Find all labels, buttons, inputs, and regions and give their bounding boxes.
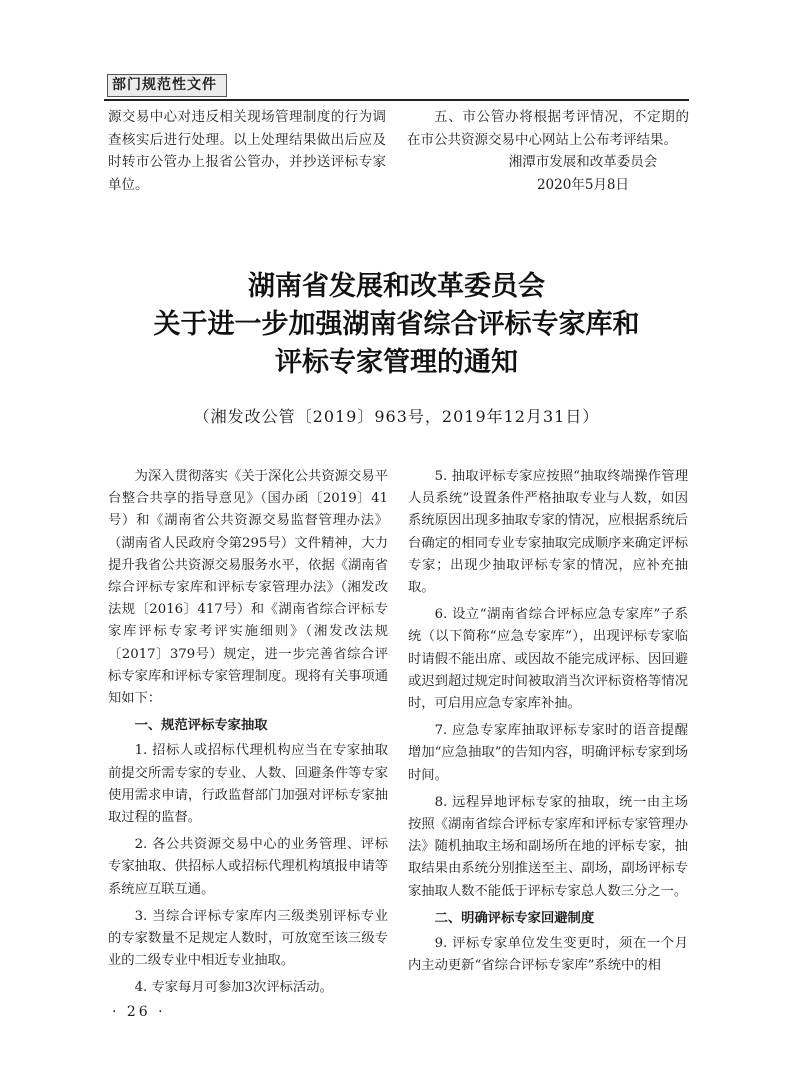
list-item: 1. 招标人或招标代理机构应当在专家抽取前提交所需专家的专业、人数、回避条件等专家使用需求申请，行政监督部门加强对评标专家抽取过程的监督。: [108, 743, 388, 826]
previous-article-item: 五、市公管办将根据考评情况，不定期的在市公共资源交易中心网站上公布考评结果。: [407, 109, 689, 148]
list-item: 7. 应急专家库抽取评标专家时的语音提醒增加“应急抽取”的告知内容，明确评标专家到场时间。: [408, 723, 688, 783]
body-column-right: [408, 466, 688, 982]
list-item: 3. 当综合评标专家库内三级类别评标专业的专家数量不足规定人数时，可放宽至该三级专业的二级专业中相近专业抽取。: [108, 908, 388, 969]
body-column-left: [108, 466, 388, 1005]
issue-date: 2020年5月8日: [536, 176, 630, 193]
list-item: 6. 设立“湖南省综合评标应急专家库”子系统（以下简称“应急专家库”），出现评标专家临时请假不能出席、或因故不能完成评标、因回避或迟到超过规定时间被取消当次评标资格等情况时，可启用应急专家库补抽。: [408, 607, 688, 712]
list-item: 9. 评标专家单位发生变更时，须在一个月内主动更新“省综合评标专家库”系统中的相: [408, 936, 688, 974]
list-item: 8. 远程异地评标专家的抽取，统一由主场按照《湖南省综合评标专家库和评标专家管理办法》随机抽取主场和副场所在地的评标专家，抽取结果由系统分别推送至主、副场，副场评标专家抽取人数不能低于评标专家总人数三分之一。: [408, 794, 688, 899]
title-line-2: 关于进一步加强湖南省综合评标专家库和: [153, 309, 640, 340]
document-title: [104, 268, 689, 382]
list-item: 2. 各公共资源交易中心的业务管理、评标专家抽取、供招标人或招标代理机构填报申请等系统应互联互通。: [108, 837, 388, 897]
list-item: 4. 专家每月可参加3次评标活动。: [134, 980, 333, 996]
previous-article-text: 源交易中心对违反相关现场管理制度的行为调查核实后进行处理。以上处理结果做出后应及时转市公管办上报省公管办，并抄送评标专家单位。: [108, 109, 386, 193]
issuer-signature: 湘潭市发展和改革委员会: [508, 154, 658, 170]
list-item: 5. 抽取评标专家应按照“抽取终端操作管理人员系统”设置条件严格抽取专业与人数，如因系统原因出现多抽取专家的情况，应根据系统后台确定的相同专业专家抽取完成顺序来确定评标专家；出现少抽取评标专家的情况，应补充抽取。: [408, 469, 688, 596]
title-line-1: 湖南省发展和改革委员会: [248, 271, 545, 302]
title-line-3: 评标专家管理的通知: [275, 347, 518, 378]
page-number: · 26 ·: [112, 1004, 166, 1020]
previous-article-continuation: [108, 106, 386, 196]
document-number: （湘发改公管〔2019〕963号，2019年12月31日）: [193, 407, 600, 426]
section-1-heading: 一、规范评标专家抽取: [134, 718, 268, 734]
header-rule: [104, 99, 689, 101]
section-2-heading: 二、明确评标专家回避制度: [434, 910, 595, 926]
intro-paragraph: 为深入贯彻落实《关于深化公共资源交易平台整合共享的指导意见》（国办函〔2019〕41号）和《湖南省公共资源交易监督管理办法》（湖南省人民政府令第295号）文件精神，大力提升我省公共资源交易服务水平，依据《湖南省综合评标专家库和评标专家管理办法》（湘发改法规〔2016〕417号）和《湖南省综合评标专家库评标专家考评实施细则》（湘发改法规〔2017〕379号）规定，进一步完善省综合评标专家库和评标专家管理制度。现将有关事项通知如下：: [108, 469, 388, 707]
section-tag: 部门规范性文件: [107, 74, 227, 97]
previous-article-ending: [407, 106, 689, 196]
